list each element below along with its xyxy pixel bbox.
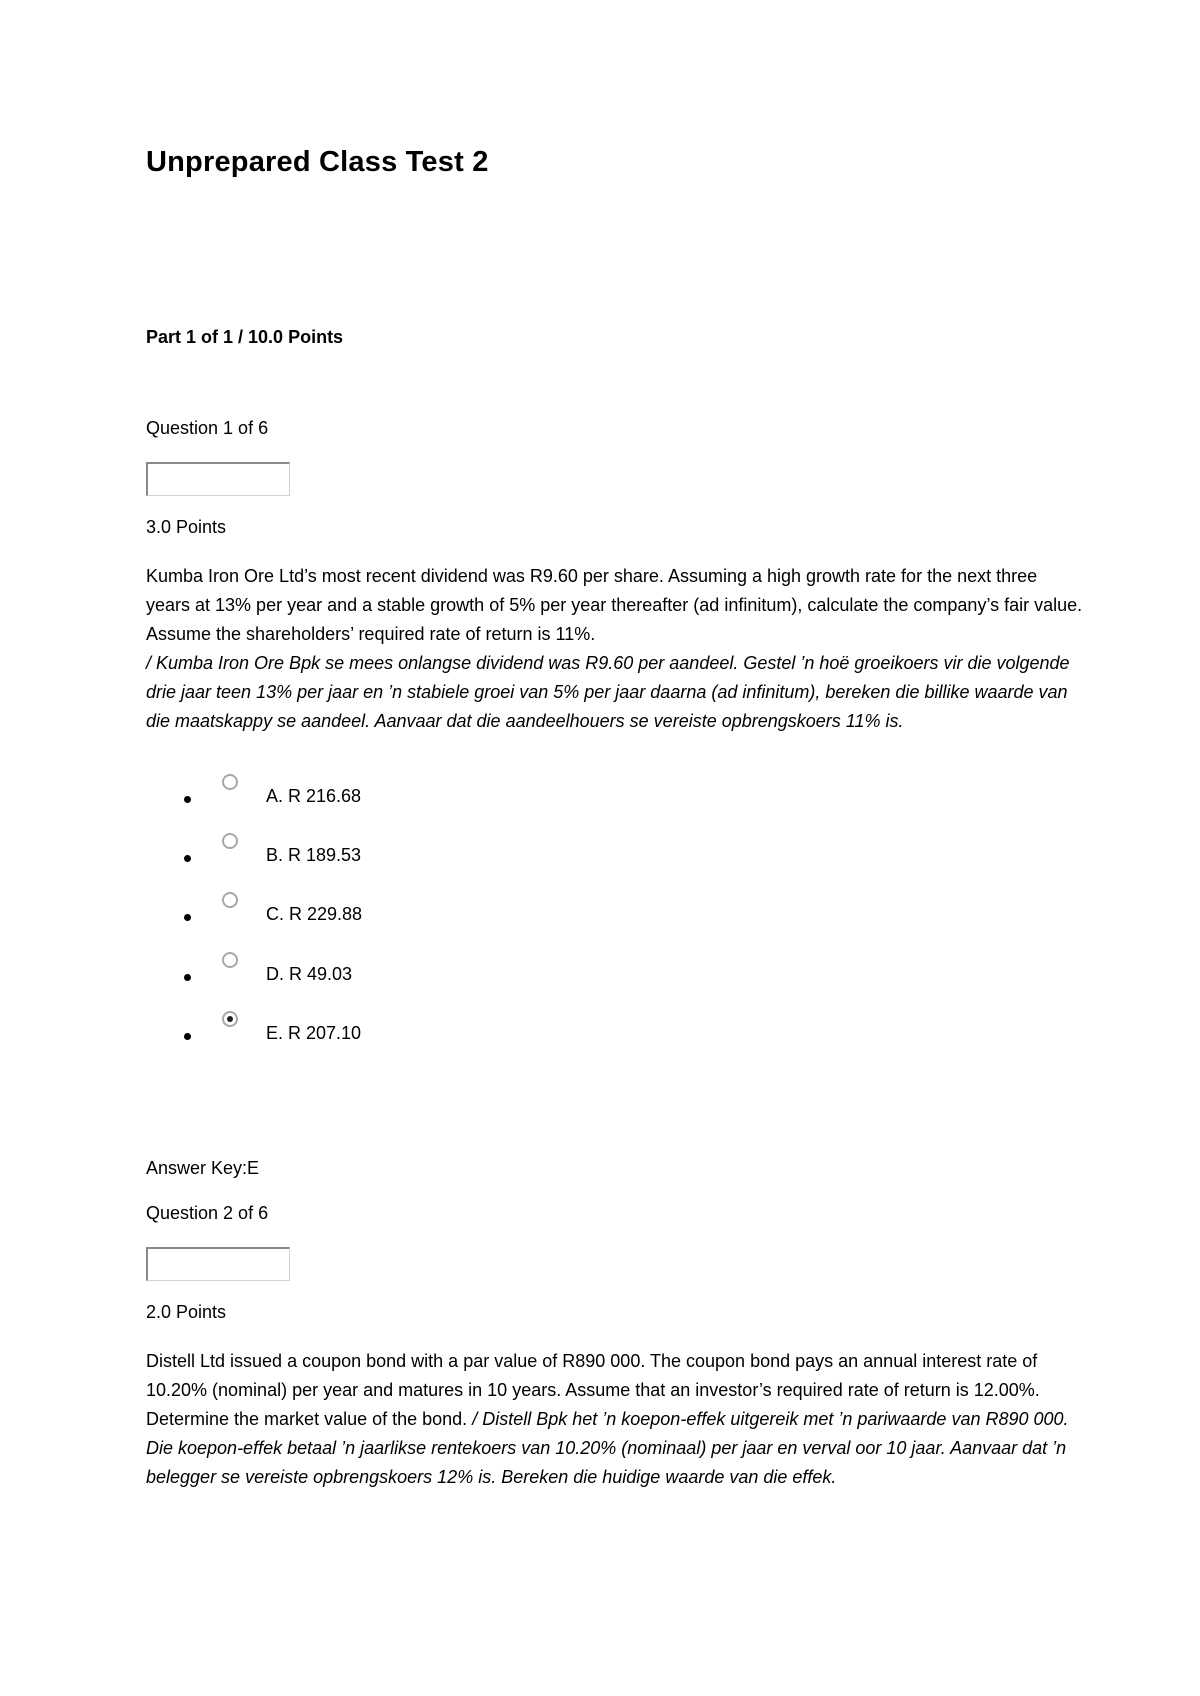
question-2-flag-box[interactable] — [146, 1247, 290, 1281]
radio-button-e[interactable] — [222, 1011, 238, 1027]
option-d-label: D. R 49.03 — [266, 964, 353, 984]
question-2-heading: Question 2 of 6 — [146, 1203, 269, 1223]
bullet-icon — [184, 1033, 191, 1040]
option-a-label: A. R 216.68 — [266, 786, 362, 806]
radio-button-b[interactable] — [222, 833, 238, 849]
part-heading: Part 1 of 1 / 10.0 Points — [146, 327, 344, 347]
question-1-text-english: Kumba Iron Ore Ltd’s most recent dividend was R9.60 per share. Assuming a high growth rate for the next three years at 13% per year and a stable growth of 5% per year thereafter (ad infinitum), calculate the company’s fair value. Assume the shareholders’ required rate of return is 11%. — [146, 566, 1083, 644]
option-b-label: B. R 189.53 — [266, 845, 362, 865]
option-a[interactable] — [146, 786, 546, 816]
question-2-text-english: Distell Ltd issued a coupon bond with a par value of R890 000. The coupon bond pays an annual interest rate of 10.20% (nominal) per year and matures in 10 years. Assume that an investor’s required rate of return is 12.00%. Determine the market value of the bond. — [146, 1351, 1040, 1429]
bullet-icon — [184, 796, 191, 803]
page-title: Unprepared Class Test 2 — [146, 146, 489, 178]
question-1-text — [146, 562, 1086, 736]
question-2-points: 2.0 Points — [146, 1302, 227, 1322]
radio-button-a[interactable] — [222, 774, 238, 790]
bullet-icon — [184, 974, 191, 981]
option-b[interactable] — [146, 845, 546, 875]
radio-button-d[interactable] — [222, 952, 238, 968]
bullet-icon — [184, 914, 191, 921]
question-1-text-afrikaans: / Kumba Iron Ore Bpk se mees onlangse dividend was R9.60 per aandeel. Gestel ’n hoë groeikoers vir die volgende drie jaar teen 13% per jaar en ’n stabiele groei van 5% per jaar daarna (ad infinitum), bereken die billike waarde van die maatskappy se aandeel. Aanvaar dat die aandeelhouers se vereiste opbrengskoers 11% is. — [146, 653, 1070, 731]
option-c[interactable] — [146, 904, 546, 934]
answer-key: Answer Key:E — [146, 1158, 260, 1178]
bullet-icon — [184, 855, 191, 862]
question-1-flag-box[interactable] — [146, 462, 290, 496]
question-1-heading: Question 1 of 6 — [146, 418, 269, 438]
question-2-text-afrikaans: / Distell Bpk het ’n koepon-effek uitgereik met ’n pariwaarde van R890 000. Die koepon-effek betaal ’n jaarlikse rentekoers van 10.20% (nominaal) per jaar en verval oor 10 jaar. Aanvaar dat ’n belegger se vereiste opbrengskoers 12% is. Bereken die huidige waarde van die effek. — [146, 1409, 1069, 1487]
option-d[interactable] — [146, 964, 546, 994]
question-2-text — [146, 1347, 1086, 1492]
option-e[interactable] — [146, 1023, 546, 1053]
option-c-label: C. R 229.88 — [266, 904, 363, 924]
option-e-label: E. R 207.10 — [266, 1023, 362, 1043]
radio-button-c[interactable] — [222, 892, 238, 908]
question-1-points: 3.0 Points — [146, 517, 227, 537]
